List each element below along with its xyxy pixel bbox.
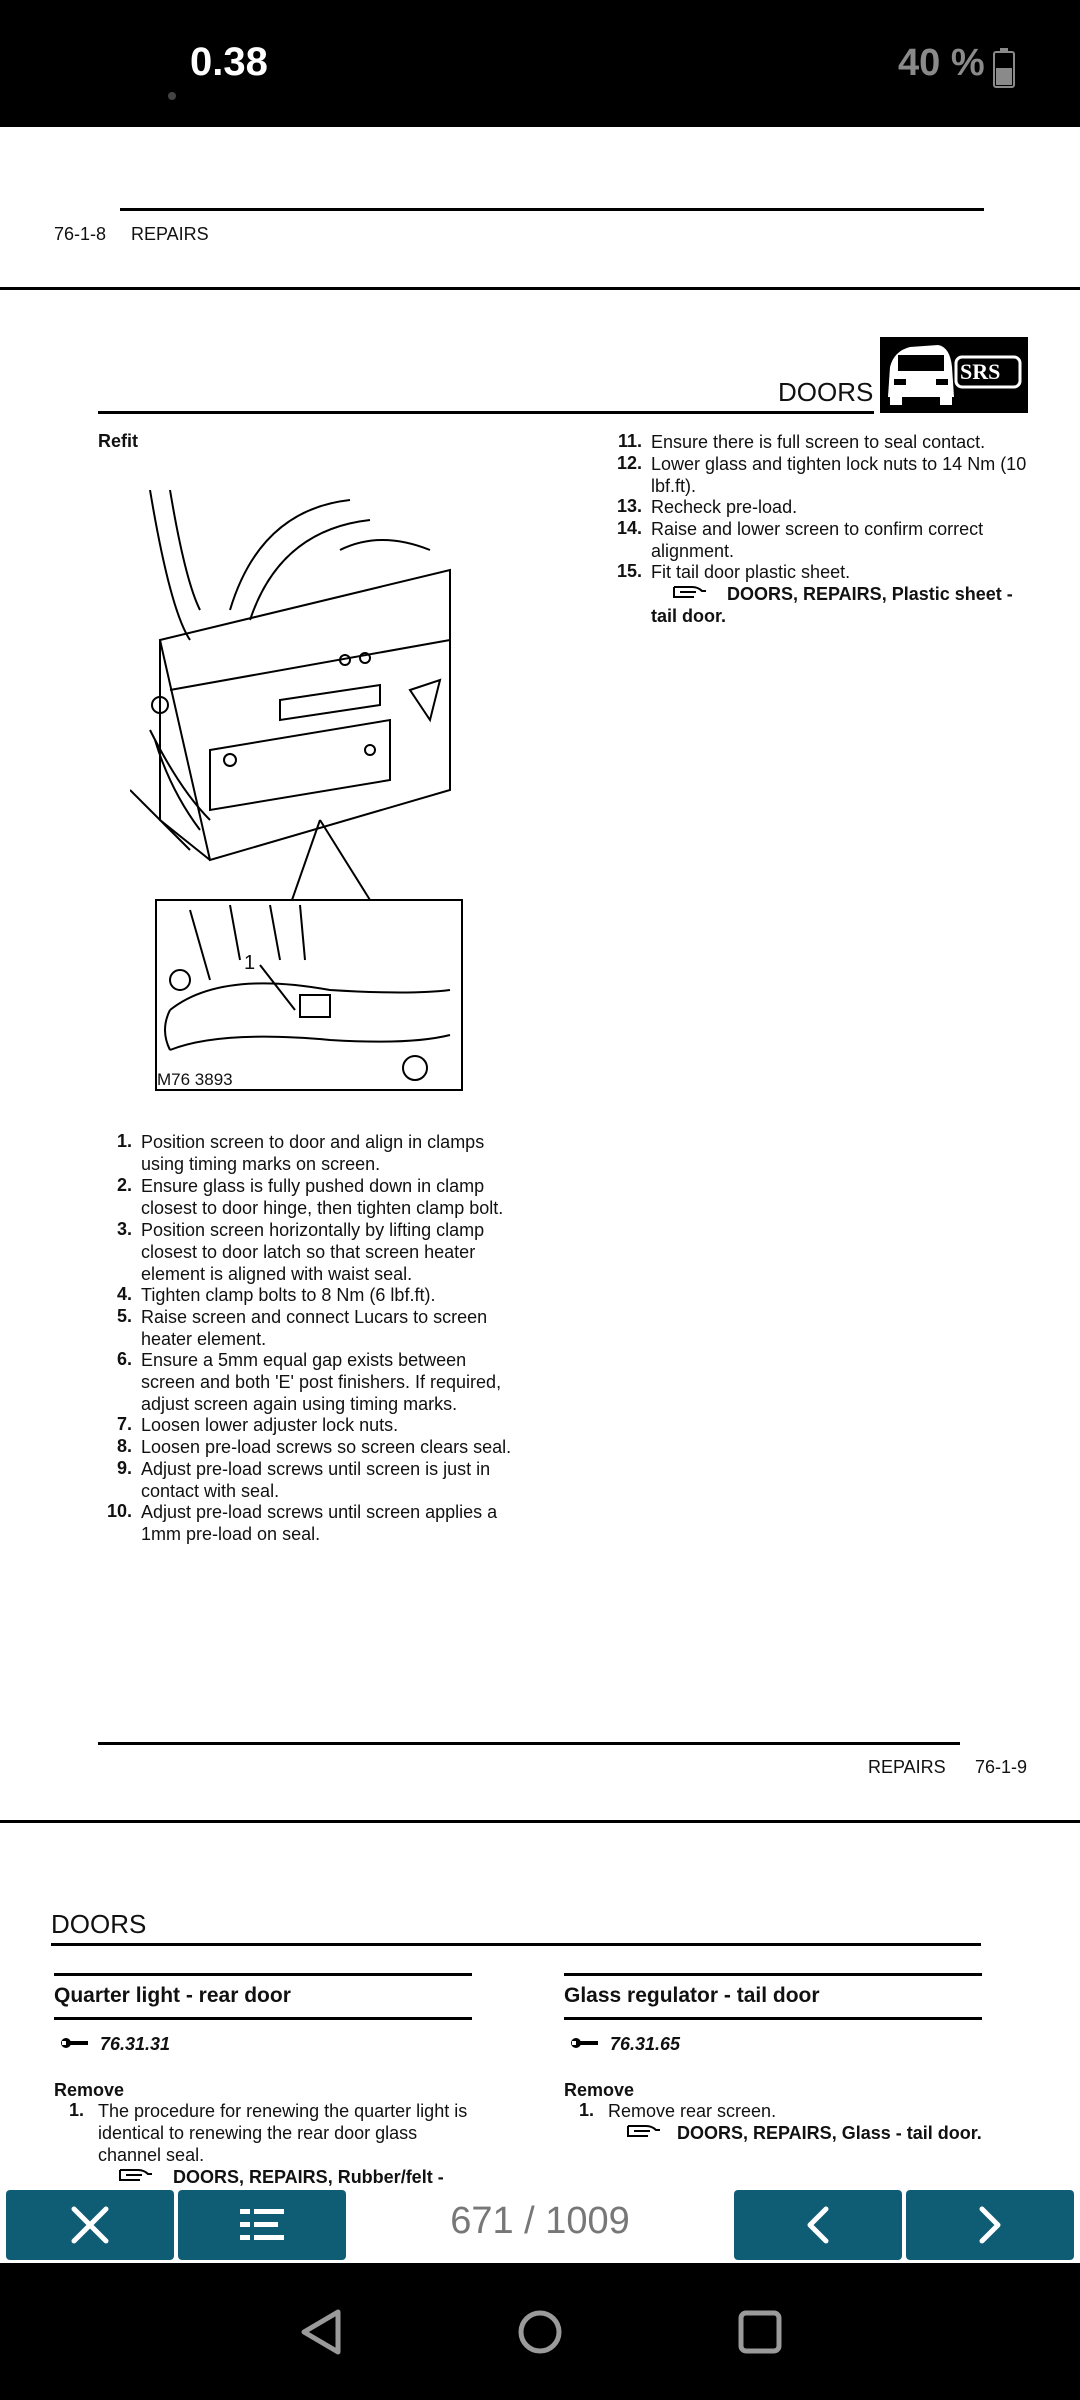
step-number: 15.: [616, 561, 642, 581]
step-text: Loosen lower adjuster lock nuts.: [141, 1415, 399, 1435]
page-ref-top: 76-1-8: [54, 224, 107, 244]
page-counter: 671 / 1009: [450, 2200, 630, 2242]
technical-illustration: [130, 490, 480, 1095]
step-text: Ensure glass is fully pushed down in clamp closest to door hinge, then tighten clamp bolt.: [141, 1176, 504, 1218]
page-separator: [0, 287, 1080, 290]
footer-page-ref: 76-1-9: [975, 1757, 1028, 1777]
step-text: Position screen to door and align in clamps using timing marks on screen.: [141, 1132, 485, 1174]
battery-percent: 40 %: [898, 42, 985, 84]
pointing-hand-icon: [672, 583, 708, 601]
step-text: Tighten clamp bolts to 8 Nm (6 lbf.ft).: [141, 1285, 436, 1305]
srs-badge: [880, 337, 1028, 413]
step-number: 1.: [68, 2100, 84, 2120]
notification-dot: [168, 92, 176, 100]
page-separator: [0, 1820, 1080, 1823]
operation-code: 76.31.65: [610, 2034, 681, 2054]
step-text: Position screen horizontally by lifting clamp closest to door latch so that screen heater element is aligned with waist seal.: [141, 1220, 485, 1284]
step-text: Ensure there is full screen to seal contact.: [651, 432, 986, 452]
step-number: 13.: [616, 496, 642, 516]
cross-reference[interactable]: DOORS, REPAIRS, Glass - tail door.: [677, 2123, 982, 2143]
chevron-right-icon: [970, 2203, 1010, 2247]
step-number: 2.: [116, 1175, 132, 1195]
car-icon: [880, 337, 1028, 413]
step-text: Adjust pre-load screws until screen is just in contact with seal.: [141, 1459, 491, 1501]
section-title-quarter-light: Quarter light - rear door: [54, 1984, 291, 2007]
step-text: Lower glass and tighten lock nuts to 14 Nm (10 lbf.ft).: [651, 454, 1027, 496]
previous-page-button[interactable]: [734, 2190, 902, 2260]
cross-reference[interactable]: DOORS, REPAIRS, Plastic sheet -: [727, 584, 1013, 604]
step-text: Recheck pre-load.: [651, 497, 798, 517]
page-header-doors: DOORS: [778, 377, 874, 407]
step-number: 11.: [617, 431, 642, 451]
rule: [564, 1973, 982, 1976]
header-rule: [98, 411, 874, 414]
home-icon[interactable]: [516, 2308, 564, 2356]
clock: 0.38: [190, 40, 268, 84]
status-bar: [0, 0, 1080, 127]
step-number: 1.: [578, 2100, 594, 2120]
cross-reference[interactable]: DOORS, REPAIRS, Rubber/felt -: [173, 2167, 444, 2187]
divider: [120, 208, 984, 211]
pointing-hand-icon: [626, 2122, 662, 2140]
figure-callout: 1: [244, 952, 256, 974]
remove-heading: Remove: [564, 2080, 635, 2100]
step-text: The procedure for renewing the quarter light is identical to renewing the rear door glass channel seal.: [98, 2101, 468, 2165]
wrench-icon: [60, 2036, 88, 2050]
step-number: 3.: [116, 1219, 132, 1239]
step-number: 12.: [616, 453, 642, 473]
back-icon[interactable]: [298, 2308, 344, 2356]
rule: [54, 2017, 472, 2020]
step-number: 5.: [116, 1306, 132, 1326]
section-title-glass-regulator: Glass regulator - tail door: [564, 1984, 820, 2007]
next-page-header: DOORS: [51, 1909, 147, 1939]
chevron-left-icon: [798, 2203, 838, 2247]
remove-heading: Remove: [54, 2080, 125, 2100]
pointing-hand-icon: [118, 2166, 154, 2184]
section-top: REPAIRS: [131, 224, 209, 244]
wrench-icon: [570, 2036, 598, 2050]
step-number: 1.: [116, 1131, 132, 1151]
step-text: Raise and lower screen to confirm correct alignment.: [651, 519, 984, 561]
step-number: 7.: [116, 1414, 132, 1434]
operation-code: 76.31.31: [100, 2034, 171, 2054]
step-number: 8.: [116, 1436, 132, 1456]
step-text: Loosen pre-load screws so screen clears seal.: [141, 1437, 512, 1457]
figure-label: M76 3893: [157, 1070, 233, 1089]
rule: [564, 2017, 982, 2020]
step-number: 10.: [106, 1501, 132, 1521]
step-text: Fit tail door plastic sheet.: [651, 562, 851, 582]
step-number: 14.: [616, 518, 642, 538]
header-rule: [51, 1943, 981, 1946]
refit-heading: Refit: [98, 431, 138, 451]
step-number: 6.: [116, 1349, 132, 1369]
step-text: Raise screen and connect Lucars to screen heater element.: [141, 1307, 488, 1349]
step-text: Ensure a 5mm equal gap exists between screen and both 'E' post finishers. If required, adjust screen again using timing marks.: [141, 1350, 502, 1414]
battery-icon: [993, 48, 1015, 88]
step-text: Remove rear screen.: [608, 2101, 777, 2121]
next-page-button[interactable]: [906, 2190, 1074, 2260]
srs-label: SRS: [960, 359, 1001, 384]
system-navigation-bar: [0, 2263, 1080, 2400]
footer-rule: [98, 1742, 960, 1745]
cross-reference-cont[interactable]: tail door.: [651, 606, 727, 626]
recents-icon[interactable]: [736, 2308, 784, 2356]
step-text: Adjust pre-load screws until screen applies a 1mm pre-load on seal.: [141, 1502, 498, 1544]
rule: [54, 1973, 472, 1976]
step-number: 4.: [116, 1284, 132, 1304]
footer-section: REPAIRS: [868, 1757, 946, 1777]
step-number: 9.: [116, 1458, 132, 1478]
